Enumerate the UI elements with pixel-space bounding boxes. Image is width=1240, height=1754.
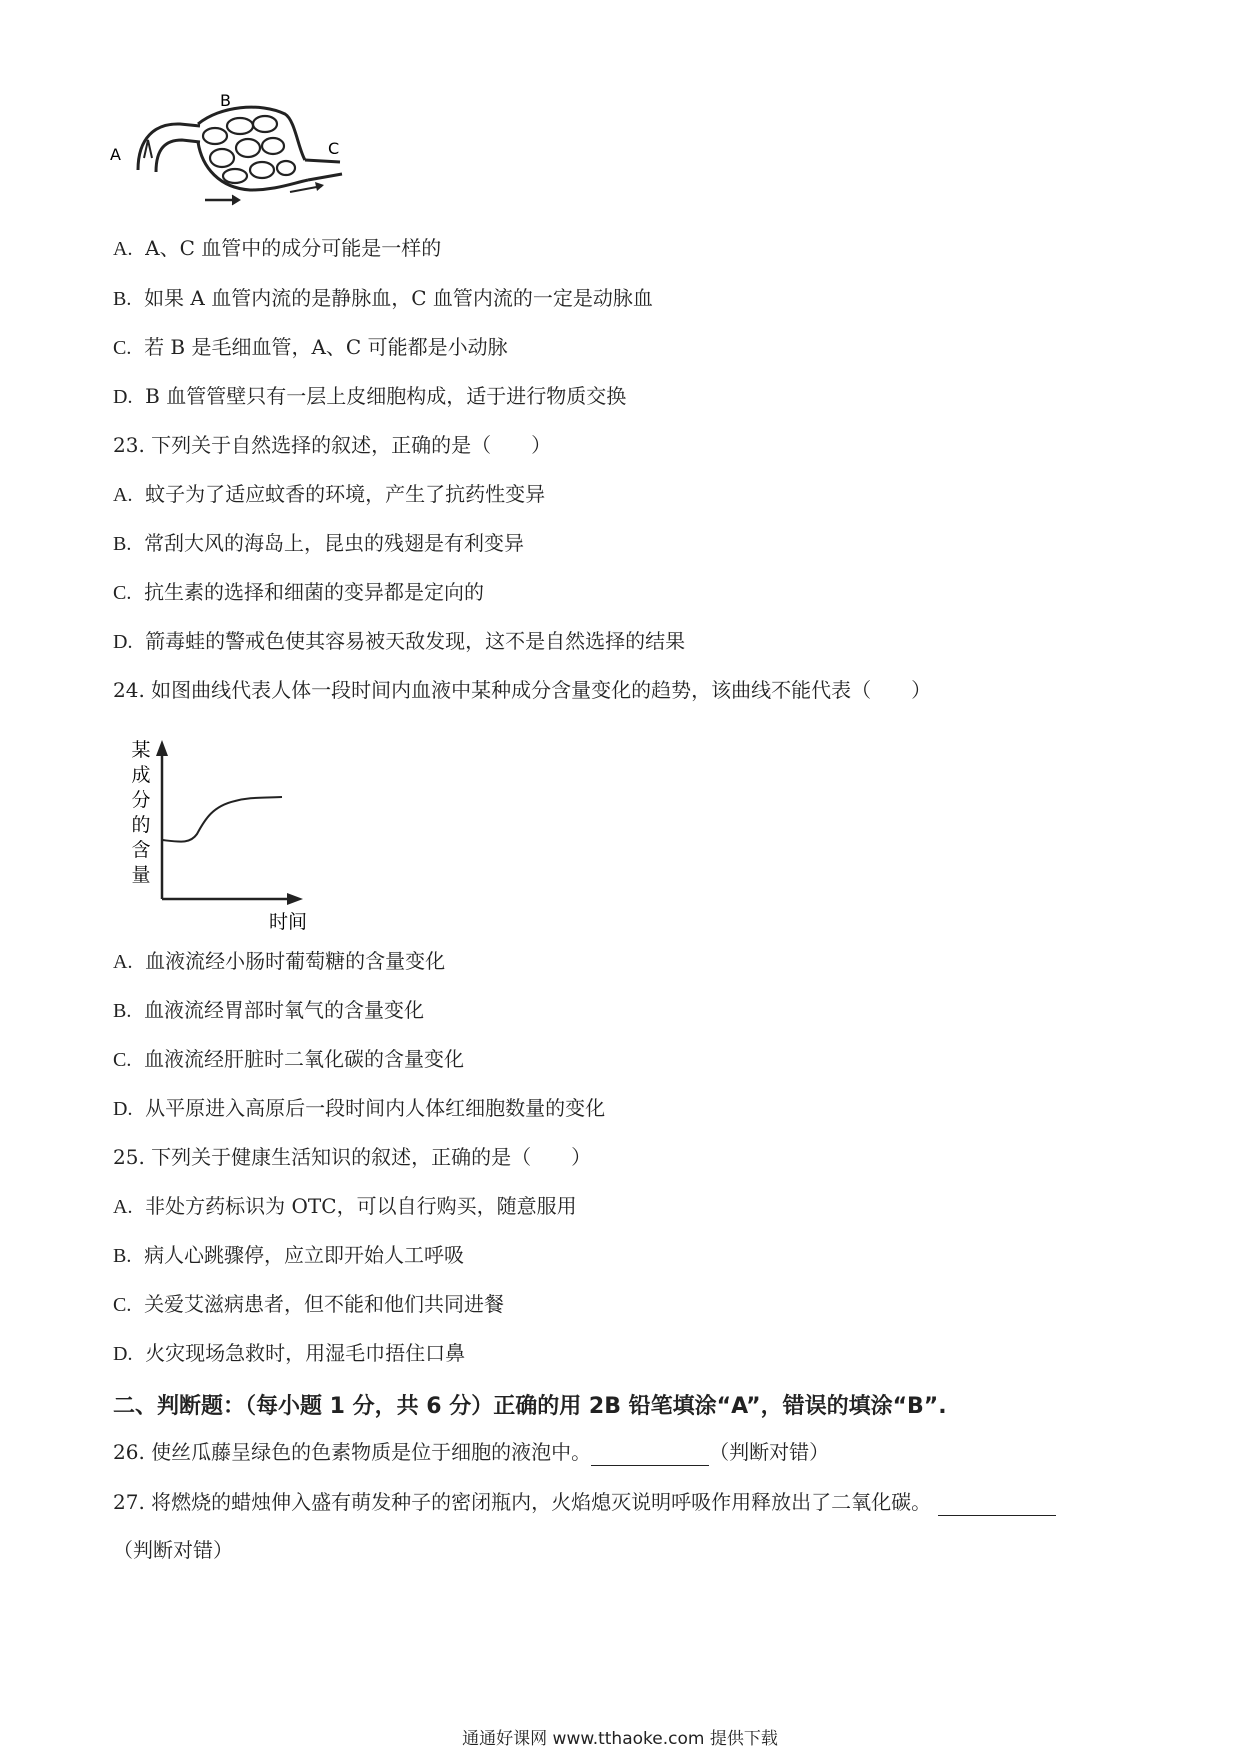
chart-ylabel-3: 的: [131, 814, 151, 836]
chart-y-arrow: [156, 740, 168, 756]
chart-x-arrow: [287, 893, 303, 905]
page-footer: 通通好课网 www.tthaoke.com 提供下载: [462, 1729, 778, 1749]
q24-option-b: B. 血液流经胃部时氧气的含量变化: [113, 998, 425, 1022]
q25-option-a: A. 非处方药标识为 OTC，可以自行购买，随意服用: [113, 1194, 577, 1218]
chart-ylabel-2: 分: [131, 789, 151, 811]
vessel-label-b: B: [220, 91, 231, 110]
q24-option-a: A. 血液流经小肠时葡萄糖的含量变化: [113, 949, 446, 973]
blood-vessel-figure: [110, 88, 350, 228]
q24-option-c: C. 血液流经肝脏时二氧化碳的含量变化: [113, 1047, 465, 1071]
q25-stem: 25. 下列关于健康生活知识的叙述，正确的是（ ）: [113, 1145, 592, 1169]
q25-option-c: C. 关爱艾滋病患者，但不能和他们共同进餐: [113, 1292, 505, 1316]
chart-ylabel-4: 含: [131, 839, 151, 861]
vessel-label-a: A: [110, 145, 121, 164]
q23-option-a: A. 蚊子为了适应蚊香的环境，产生了抗药性变异: [113, 482, 546, 506]
q22-option-b: B. 如果 A 血管内流的是静脉血，C 血管内流的一定是动脉血: [113, 286, 653, 310]
q23-option-b: B. 常刮大风的海岛上，昆虫的残翅是有利变异: [113, 531, 525, 555]
q22-option-c: C. 若 B 是毛细血管，A、C 可能都是小动脉: [113, 335, 508, 359]
q26-answer-blank[interactable]: [591, 1443, 709, 1466]
q26-suffix: （判断对错）: [709, 1440, 830, 1464]
q25-option-d: D. 火灾现场急救时，用湿毛巾捂住口鼻: [113, 1341, 466, 1365]
q27-answer-blank[interactable]: [938, 1493, 1056, 1516]
vessel-label-c: C: [328, 139, 340, 158]
section-heading-judgment: 二、判断题：（每小题 1 分，共 6 分）正确的用 2B 铅笔填涂“A”，错误的填涂“B”.: [113, 1394, 947, 1419]
q26-text: 26. 使丝瓜藤呈绿色的色素物质是位于细胞的液泡中。: [113, 1440, 592, 1464]
q23-option-d: D. 箭毒蛙的警戒色使其容易被天敌发现，这不是自然选择的结果: [113, 629, 686, 653]
q25-option-b: B. 病人心跳骤停，应立即开始人工呼吸: [113, 1243, 465, 1267]
q24-option-d: D. 从平原进入高原后一段时间内人体红细胞数量的变化: [113, 1096, 606, 1120]
q23-option-c: C. 抗生素的选择和细菌的变异都是定向的: [113, 580, 485, 604]
q23-stem: 23. 下列关于自然选择的叙述，正确的是（ ）: [113, 433, 552, 457]
q27-suffix: （判断对错）: [113, 1538, 233, 1562]
chart-ylabel-5: 量: [131, 864, 151, 886]
q22-option-d: D. B 血管管壁只有一层上皮细胞构成，适于进行物质交换: [113, 384, 627, 408]
chart-ylabel-0: 某: [131, 739, 151, 761]
q24-stem: 24. 如图曲线代表人体一段时间内血液中某种成分含量变化的趋势，该曲线不能代表（ ）: [113, 678, 932, 702]
q22-option-a: A. A、C 血管中的成分可能是一样的: [113, 236, 442, 260]
q26: [113, 1438, 829, 1466]
q27-text: 27. 将燃烧的蜡烛伸入盛有萌发种子的密闭瓶内，火焰熄灭说明呼吸作用释放出了二氧化碳。: [113, 1490, 932, 1514]
chart-xlabel: 时间: [268, 911, 308, 933]
chart-curve: [162, 797, 282, 842]
content-trend-chart: [125, 734, 325, 934]
chart-ylabel-1: 成: [131, 764, 151, 786]
q27: [113, 1488, 1056, 1516]
